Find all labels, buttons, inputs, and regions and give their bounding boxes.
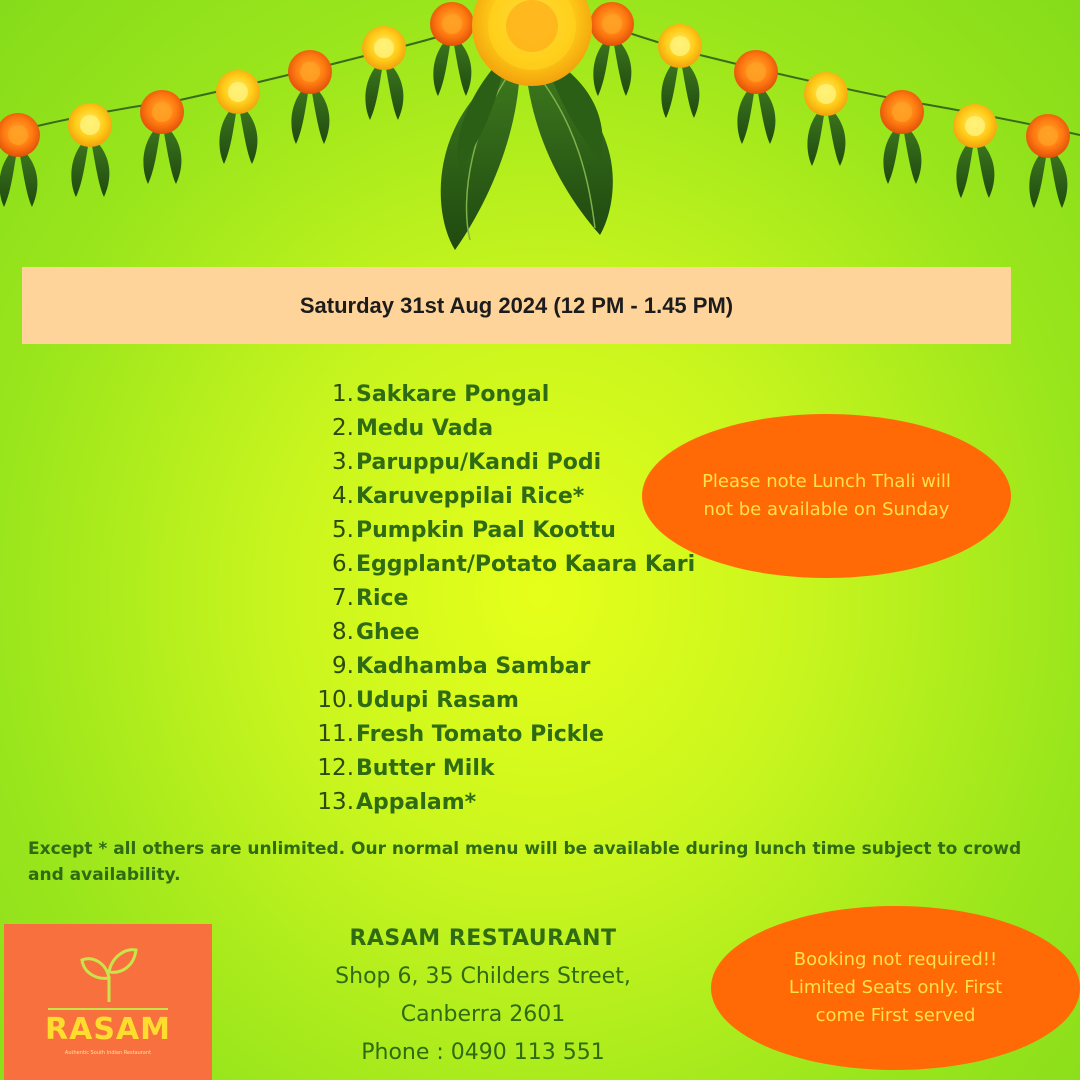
- logo-wordmark: RASAM: [45, 1012, 171, 1047]
- logo-divider: [48, 1008, 168, 1010]
- sunday-notice-text: Please note Lunch Thali will not be available on Sunday: [702, 471, 951, 520]
- marigold-center-icon: [965, 116, 985, 136]
- menu-item-number: 2.: [332, 415, 354, 441]
- menu-item-name: Butter Milk: [356, 755, 495, 781]
- menu-item: [300, 581, 695, 615]
- menu-item: [300, 377, 695, 411]
- menu-item-number: 10.: [317, 687, 354, 713]
- menu-item-name: Karuveppilai Rice*: [356, 483, 585, 509]
- marigold-center-icon: [8, 125, 28, 145]
- phone-number: Phone : 0490 113 551: [361, 1040, 605, 1065]
- menu-item: [300, 785, 695, 819]
- menu-item-number: 4.: [332, 483, 354, 509]
- rasam-logo: [4, 924, 212, 1080]
- logo-tagline: Authentic South Indian Restaurant: [64, 1050, 152, 1056]
- menu-item: [300, 547, 695, 581]
- event-date: Saturday 31st Aug 2024 (12 PM - 1.45 PM): [299, 292, 734, 318]
- menu-item-number: 1.: [332, 381, 354, 407]
- menu-item: [300, 479, 695, 513]
- date-banner: [22, 267, 1011, 344]
- marigold-center-icon: [602, 14, 622, 34]
- menu-item-name: Paruppu/Kandi Podi: [356, 449, 602, 475]
- menu-item: [300, 445, 695, 479]
- menu-item: [300, 751, 695, 785]
- menu-list: [300, 377, 695, 819]
- menu-item-number: 3.: [332, 449, 354, 475]
- address-line-1: Shop 6, 35 Childers Street,: [335, 964, 631, 989]
- marigold-garland-decoration: [0, 0, 1080, 260]
- menu-item-name: Pumpkin Paal Koottu: [356, 517, 616, 543]
- booking-notice-badge: [711, 906, 1080, 1070]
- marigold-center-icon: [374, 38, 394, 58]
- menu-item: [300, 513, 695, 547]
- menu-item-name: Fresh Tomato Pickle: [356, 721, 604, 747]
- marigold-center-icon: [300, 62, 320, 82]
- menu-item-number: 6.: [332, 551, 354, 577]
- marigold-center-icon: [816, 84, 836, 104]
- restaurant-address-block: [300, 920, 666, 1072]
- marigold-center-icon: [670, 36, 690, 56]
- menu-item-name: Eggplant/Potato Kaara Kari: [356, 551, 696, 577]
- menu-item-number: 9.: [332, 653, 354, 679]
- menu-item: [300, 649, 695, 683]
- menu-item: [300, 683, 695, 717]
- menu-item-name: Udupi Rasam: [356, 687, 519, 713]
- menu-item: [300, 717, 695, 751]
- sprout-icon: [78, 946, 140, 1004]
- marigold-center-icon: [442, 14, 462, 34]
- sunday-notice-badge: [642, 414, 1011, 578]
- menu-item-number: 8.: [332, 619, 354, 645]
- marigold-center-icon: [80, 115, 100, 135]
- marigold-center-icon: [892, 102, 912, 122]
- menu-item: [300, 411, 695, 445]
- menu-item-name: Appalam*: [356, 789, 477, 815]
- address-line-2: Canberra 2601: [400, 1002, 566, 1027]
- footnote: Except * all others are unlimited. Our normal menu will be available during lunch time subject to crowd and availability.: [28, 839, 1022, 885]
- marigold-center-icon: [1038, 126, 1058, 146]
- marigold-center-icon: [228, 82, 248, 102]
- menu-item: [300, 615, 695, 649]
- menu-item-number: 12.: [317, 755, 354, 781]
- restaurant-name: RASAM RESTAURANT: [349, 926, 617, 951]
- booking-notice-text: Booking not required!! Limited Seats only. First come First served: [788, 949, 1003, 1026]
- menu-item-name: Rice: [356, 585, 409, 611]
- menu-item-name: Sakkare Pongal: [356, 381, 550, 407]
- menu-item-name: Medu Vada: [356, 415, 494, 441]
- marigold-center-icon: [746, 62, 766, 82]
- marigold-center-icon: [152, 102, 172, 122]
- menu-item-number: 11.: [317, 721, 354, 747]
- menu-item-name: Kadhamba Sambar: [356, 653, 591, 679]
- menu-item-number: 13.: [317, 789, 354, 815]
- menu-item-number: 7.: [332, 585, 354, 611]
- menu-item-name: Ghee: [356, 619, 420, 645]
- menu-item-number: 5.: [332, 517, 354, 543]
